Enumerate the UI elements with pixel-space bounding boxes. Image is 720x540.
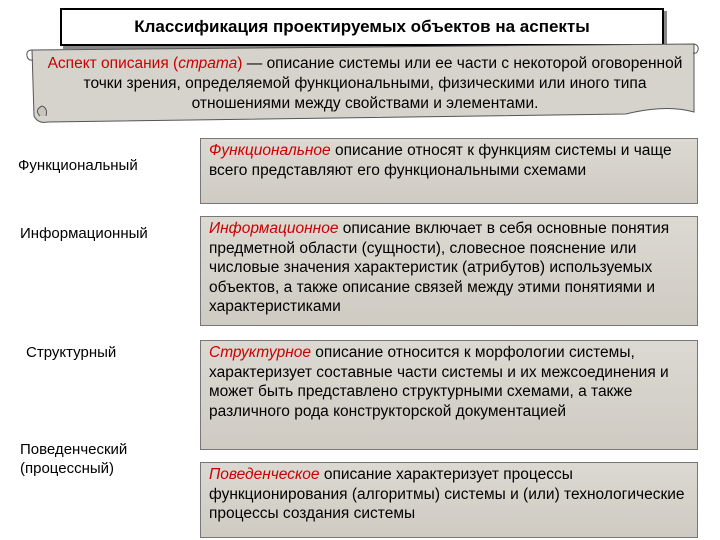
label-behavioral: Поведенческий (процессный)	[20, 440, 170, 478]
label-functional: Функциональный	[18, 157, 138, 174]
desc-informational	[200, 216, 698, 326]
label-informational-text: Информационный	[20, 225, 148, 242]
label-structural: Структурный	[26, 344, 117, 361]
desc-functional	[200, 138, 698, 204]
desc-structural-text: описание относится к морфологии системы, характеризует составные части системы и их межсоединения и может быть представлено структурными схемами, а также различного рода конструкторской документацией	[209, 344, 669, 420]
desc-informational-text: описание включает в себя основные понятия предметной области (сущности), словесное пояснение или числовые значения характеристик (атрибутов) используемых объектов, а также описание связей между этими понятиями и характеристиками	[209, 220, 670, 315]
intro-text	[40, 54, 690, 114]
desc-behavioral	[200, 462, 698, 538]
desc-structural-term: Структурное	[209, 344, 311, 361]
intro-scroll-banner	[26, 42, 700, 128]
desc-structural	[200, 340, 698, 450]
intro-term-red: страта	[178, 55, 238, 72]
label-informational	[20, 224, 180, 243]
desc-functional-text: описание относят к функциям системы и чаще всего представляют его функциональными схемами	[209, 142, 672, 179]
intro-close-red: )	[237, 55, 243, 72]
intro-lead-red: Аспект описания (	[47, 55, 179, 72]
desc-functional-term: Функциональное	[209, 142, 331, 159]
desc-behavioral-term: Поведенческое	[209, 466, 320, 483]
page-title: Классификация проектируемых объектов на аспекты	[60, 8, 664, 46]
intro-definition: — описание системы или ее части с некоторой оговоренной точки зрения, определяемой функциональными, физическими или иного типа отношениями между свойствами и элементами.	[83, 55, 683, 112]
desc-behavioral-text: описание характеризует процессы функционирования (алгоритмы) системы и (или) технологические процессы создания системы	[209, 466, 685, 522]
desc-informational-term: Информационное	[209, 220, 339, 237]
